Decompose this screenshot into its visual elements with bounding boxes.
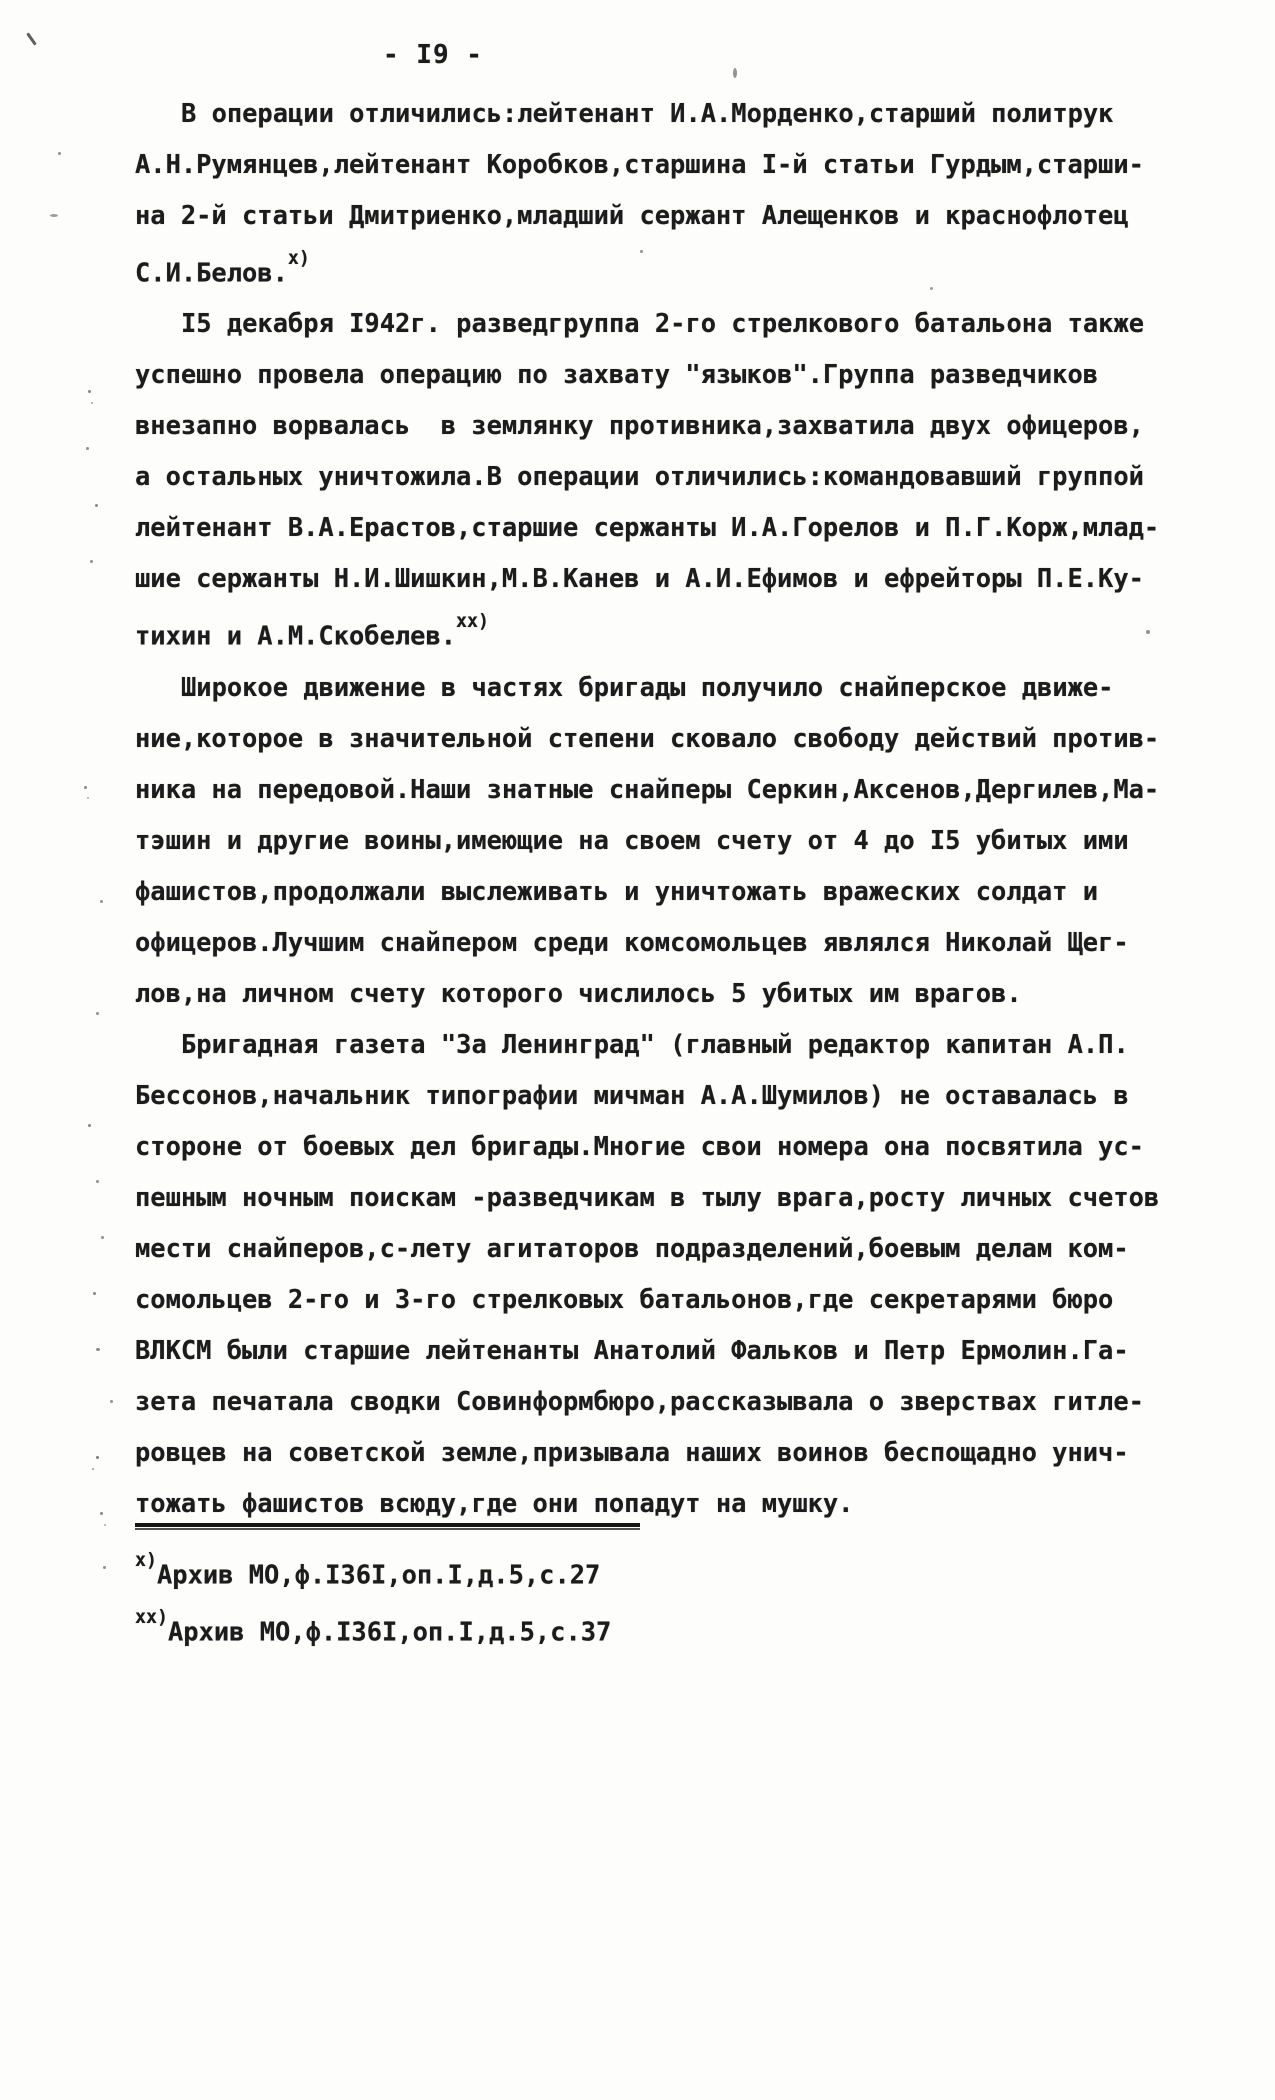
scan-artifact xyxy=(58,152,61,155)
scan-artifact xyxy=(733,68,737,78)
text-segment: стороне от боевых дел бригады.Многие свои номера она посвятила ус- xyxy=(135,1130,1144,1161)
text-segment: офицеров.Лучшим снайпером среди комсомольцев являлся Николай Щег- xyxy=(135,926,1129,957)
text-segment: С.И.Белов. xyxy=(135,257,288,288)
scan-artifact xyxy=(50,214,58,217)
page-number: - I9 - xyxy=(383,40,483,70)
text-segment: лейтенант В.А.Ерастов,старшие сержанты И.А.Горелов и П.Г.Корж,млад- xyxy=(135,512,1160,543)
scan-artifact xyxy=(86,447,89,450)
scan-artifact xyxy=(110,1400,113,1403)
text-line xyxy=(135,1223,1180,1274)
scan-artifact xyxy=(96,1348,100,1351)
scan-artifact xyxy=(96,1180,99,1183)
text-line xyxy=(135,1019,1180,1070)
scan-artifact xyxy=(101,1236,104,1239)
scan-artifact xyxy=(26,32,36,45)
text-segment: тихин и А.М.Скобелев. xyxy=(135,620,457,651)
text-line xyxy=(135,1172,1180,1223)
text-line xyxy=(135,349,1180,400)
scan-artifact xyxy=(93,1292,96,1295)
scan-artifact xyxy=(104,1524,106,1526)
text-segment: Широкое движение в частях бригады получило снайперское движе- xyxy=(181,671,1114,702)
text-segment: Бригадная газета "За Ленинград" (главный редактор капитан А.П. xyxy=(181,1028,1129,1059)
footnote-text: Архив МО,ф.I36I,оп.I,д.5,с.37 xyxy=(168,1616,612,1647)
footnote xyxy=(135,1543,1035,1600)
text-segment: лов,на личном счету которого числилось 5 убитых им врагов. xyxy=(135,977,1022,1008)
scan-artifact xyxy=(92,1468,94,1470)
scan-artifact xyxy=(1146,630,1150,634)
text-line xyxy=(135,1121,1180,1172)
text-line xyxy=(135,451,1180,502)
text-line xyxy=(135,502,1180,553)
text-line xyxy=(135,139,1180,190)
text-segment: ровцев на советской земле,призывала наших воинов беспощадно унич- xyxy=(135,1436,1129,1467)
scan-artifact xyxy=(930,287,933,290)
text-line xyxy=(135,866,1180,917)
text-segment: В операции отличились:лейтенант И.А.Морденко,старший политрук xyxy=(181,98,1114,128)
text-line xyxy=(135,553,1180,604)
text-line xyxy=(135,662,1180,713)
scan-artifact xyxy=(95,504,98,507)
text-segment: шие сержанты Н.И.Шишкин,М.В.Канев и А.И.Ефимов и ефрейторы П.Е.Ку- xyxy=(135,563,1144,594)
scan-artifact xyxy=(87,797,89,799)
text-segment: а остальных уничтожила.В операции отличились:командовавший группой xyxy=(135,461,1144,492)
scan-artifact xyxy=(103,1566,106,1569)
footnote-reference-marker: х) xyxy=(287,247,310,269)
text-segment: ние,которое в значительной степени сковало свободу действий против- xyxy=(135,722,1160,753)
text-line xyxy=(135,1376,1180,1427)
text-line xyxy=(135,1070,1180,1121)
text-segment: тожать фашистов всюду,где они попадут на мушку. xyxy=(135,1487,854,1518)
scan-artifact xyxy=(84,786,87,789)
scan-artifact xyxy=(96,1456,99,1459)
text-segment: I5 декабря I942г. разведгруппа 2-го стрелкового батальона также xyxy=(181,308,1145,339)
text-line xyxy=(135,968,1180,1019)
text-segment: на 2-й статьи Дмитриенко,младший сержант Алещенков и краснофлотец xyxy=(135,200,1129,230)
text-line xyxy=(135,241,1180,298)
text-line xyxy=(135,1478,1180,1529)
text-line xyxy=(135,764,1180,815)
text-segment: Бессонов,начальник типографии мичман А.А.Шумилов) не оставалась в xyxy=(135,1079,1129,1110)
text-segment: внезапно ворвалась в землянку противника,захватила двух офицеров, xyxy=(135,410,1144,441)
text-segment: фашистов,продолжали выслеживать и уничтожать вражеских солдат и xyxy=(135,875,1099,906)
text-line xyxy=(135,917,1180,968)
text-segment: А.Н.Румянцев,лейтенант Коробков,старшина I-й статьи Гурдым,старши- xyxy=(135,149,1144,179)
scan-artifact xyxy=(88,390,91,393)
text-segment: ника на передовой.Наши знатные снайперы Серкин,Аксенов,Дергилев,Ма- xyxy=(135,773,1160,804)
footnote-marker: хх) xyxy=(135,1607,168,1629)
text-segment: сомольцев 2-го и 3-го стрелковых батальонов,где секретарями бюро xyxy=(135,1283,1114,1314)
text-line xyxy=(135,713,1180,764)
scan-artifact xyxy=(100,900,103,903)
text-line xyxy=(135,1274,1180,1325)
scan-artifact xyxy=(88,1124,91,1127)
text-segment: тэшин и другие воины,имеющие на своем счету от 4 до I5 убитых ими xyxy=(135,824,1129,855)
text-line xyxy=(135,190,1180,241)
footnotes-block xyxy=(135,1543,1035,1658)
footnote-text: Архив МО,ф.I36I,оп.I,д.5,с.27 xyxy=(157,1559,601,1590)
scan-artifact xyxy=(100,1512,103,1515)
text-line xyxy=(135,1427,1180,1478)
text-segment: зета печатала сводки Совинформбюро,рассказывала о зверствах гитле- xyxy=(135,1385,1144,1416)
scan-artifact xyxy=(91,402,93,404)
text-line xyxy=(135,604,1180,661)
text-line xyxy=(135,400,1180,451)
text-line xyxy=(135,298,1180,349)
text-line xyxy=(135,1325,1180,1376)
footnote-separator xyxy=(135,1523,640,1531)
scan-artifact xyxy=(96,1012,99,1015)
scan-artifact xyxy=(90,560,93,563)
footnote-marker: х) xyxy=(135,1549,157,1571)
document-body-text xyxy=(135,88,1180,1529)
text-segment: успешно провела операцию по захвату "языков".Группа разведчиков xyxy=(135,359,1099,390)
scan-artifact xyxy=(640,250,643,253)
text-segment: ВЛКСМ были старшие лейтенанты Анатолий Фальков и Петр Ермолин.Га- xyxy=(135,1334,1129,1365)
footnote xyxy=(135,1600,1035,1657)
text-line xyxy=(135,88,1180,139)
text-segment: пешным ночным поискам -разведчикам в тылу врага,росту личных счетов xyxy=(135,1181,1160,1212)
text-segment: мести снайперов,с-лету агитаторов подразделений,боевым делам ком- xyxy=(135,1232,1129,1263)
footnote-reference-marker: хх) xyxy=(456,611,490,633)
text-line xyxy=(135,815,1180,866)
